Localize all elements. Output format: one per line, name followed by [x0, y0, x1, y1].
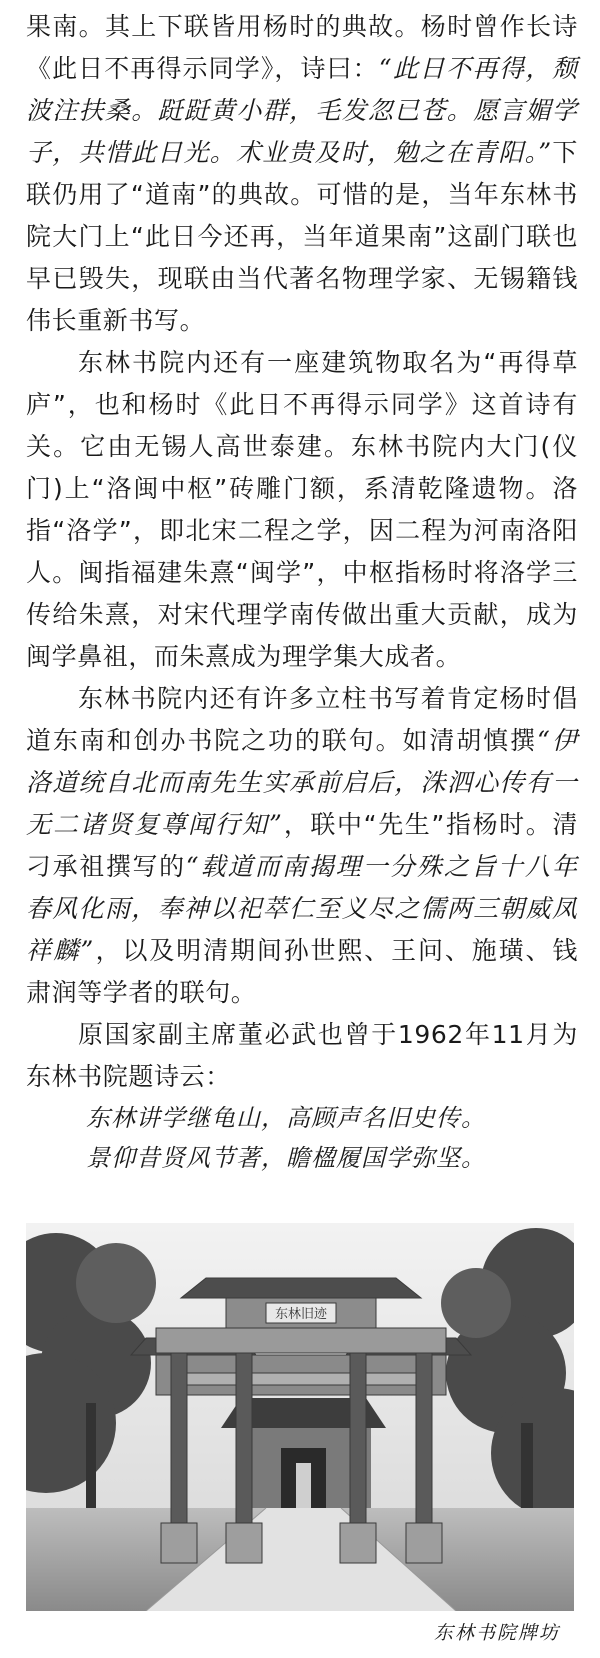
paragraph-1 [26, 6, 578, 342]
paragraph-2: 东林书院内还有一座建筑物取名为“再得草庐”，也和杨时《此日不再得示同学》这首诗有关。它由无锡人高世泰建。东林书院内大门(仪门)上“洛闽中枢”砖雕门额，系清乾隆遗物。洛指“洛学”，即北宋二程之学，因二程为河南洛阳人。闽指福建朱熹“闽学”，中枢指杨时将洛学三传给朱熹，对宋代理学南传做出重大贡献，成为闽学鼻祖，而朱熹成为理学集大成者。 [26, 348, 578, 671]
paragraph-4: 原国家副主席董必武也曾于1962年11月为东林书院题诗云： [26, 1020, 578, 1091]
paragraph-3 [26, 678, 578, 1014]
couplet-quote-2: “载道而南揭理一分殊之旨十八年春风化雨，奉神以祀萃仁至义尽之儒两三朝威凤祥麟” [26, 852, 578, 965]
archway-photo [26, 1223, 574, 1611]
yang-shi-poem-quote: “此日不再得，颓波注扶桑。跹跹黄小群，毛发忽已苍。愿言媚学子，共惜此日光。术业贵及时，勉之在青阳。” [26, 54, 578, 167]
paragraph-3-part-c: ，以及明清期间孙世熙、王问、施璜、钱肃润等学者的联句。 [26, 936, 578, 1007]
archway-plaque-text: 东林旧迹 [274, 1307, 328, 1322]
poem-line-2: 景仰昔贤风节著，瞻楹履国学弥坚。 [86, 1144, 486, 1172]
poem-line-1: 东林讲学继龟山，高顾声名旧史传。 [86, 1104, 486, 1132]
couplet-quote-1: “伊洛道统自北而南先生实承前启后，洙泗心传有一无二诸贤复尊闻行知” [26, 726, 579, 839]
paragraph-1-tail: 下联仍用了“道南”的典故。可惜的是，当年东林书院大门上“此日今还再，当年道果南”这副门联也早已毁失，现联由当代著名物理学家、无锡籍钱伟长重新书写。 [26, 138, 578, 335]
paragraph-1-lead: 果南。其上下联皆用杨时的典故。杨时曾作长诗《此日不再得示同学》，诗曰： [26, 12, 578, 83]
paragraph-3-part-a: 东林书院内还有许多立柱书写着肯定杨时倡道东南和创办书院之功的联句。如清胡慎撰 [26, 684, 578, 755]
article-body [26, 6, 578, 1178]
photo-caption: 东林书院牌坊 [433, 1622, 560, 1644]
paragraph-3-part-b: ，联中“先生”指杨时。清刁承祖撰写的 [26, 810, 578, 881]
